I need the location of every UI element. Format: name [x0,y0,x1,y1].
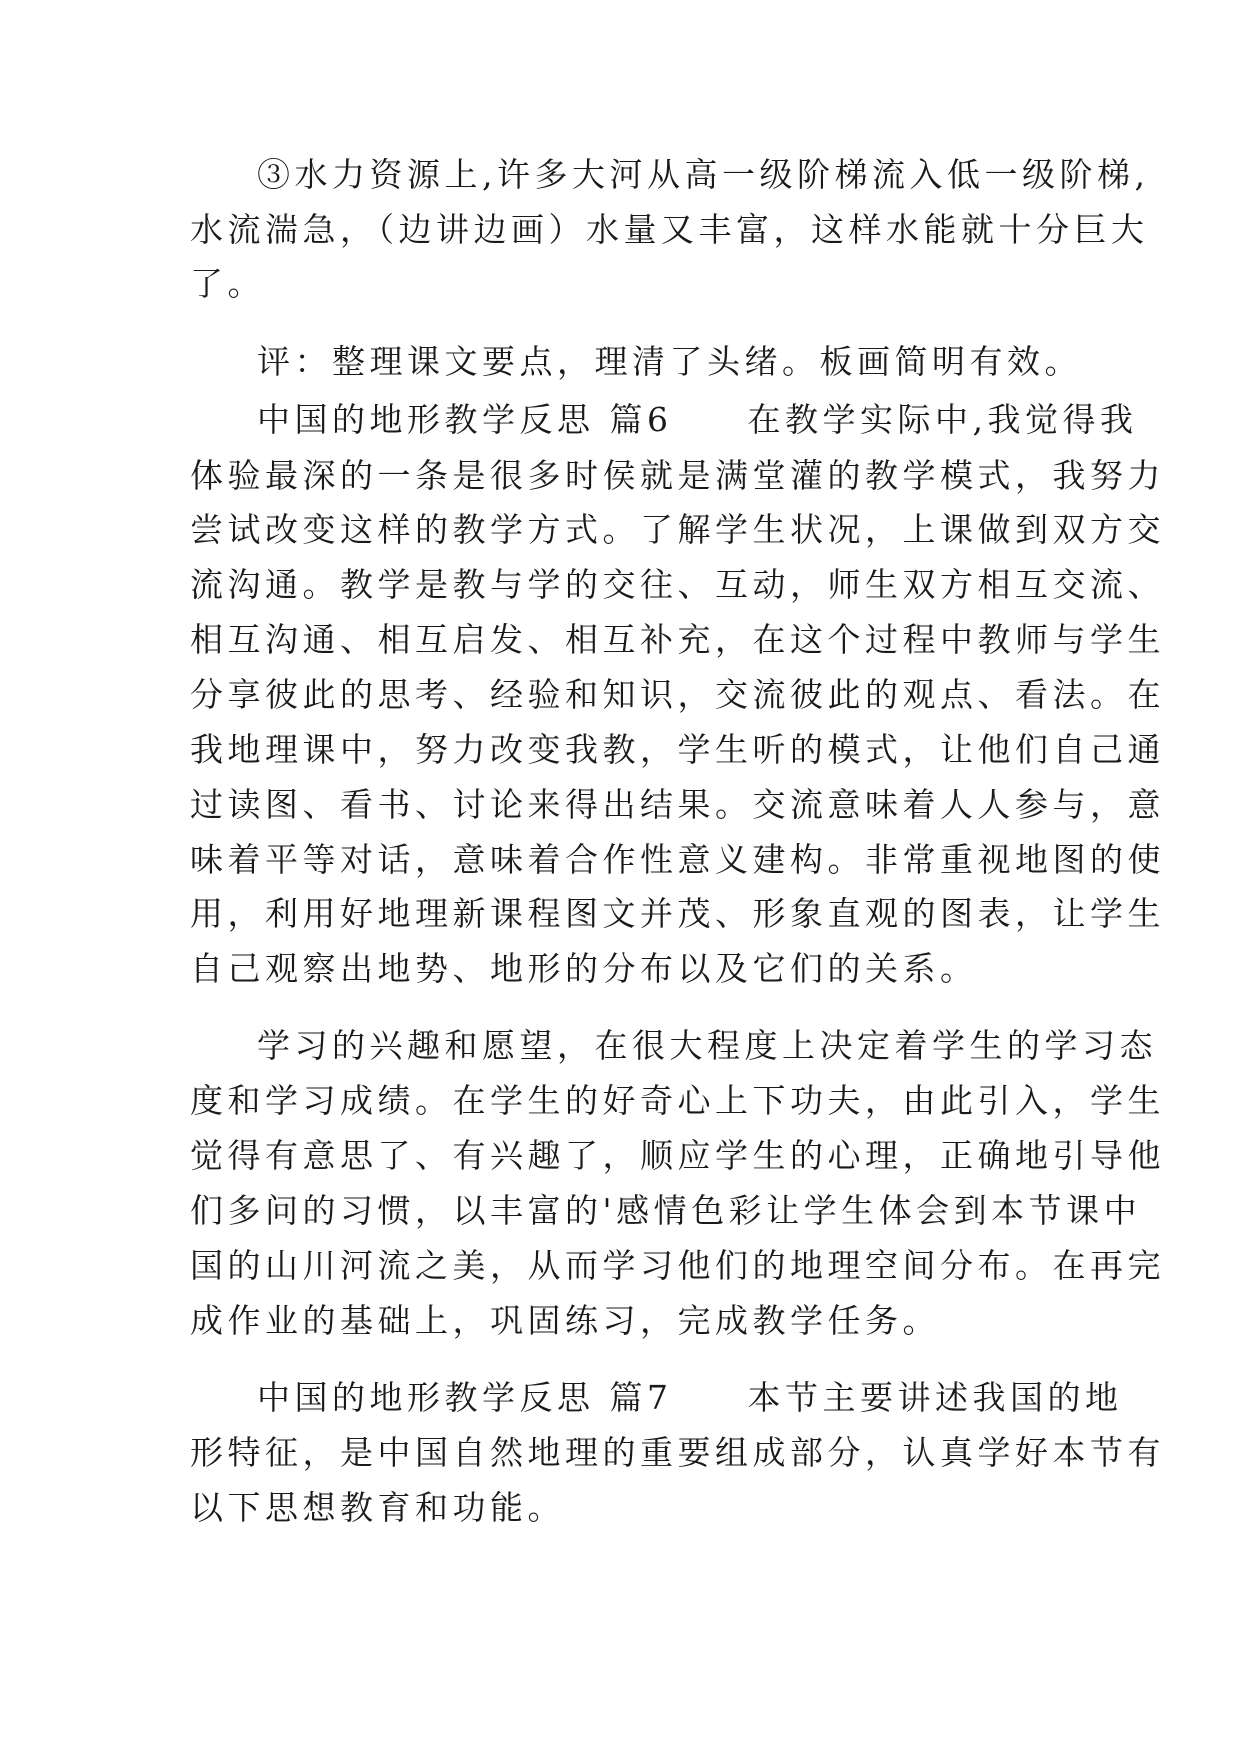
text-line: ③水力资源上,许多大河从高一级阶梯流入低一级阶梯, [257,155,1150,194]
text-line: 体验最深的一条是很多时侯就是满堂灌的教学模式，我努力 [190,456,1165,495]
text-line: 度和学习成绩。在学生的好奇心上下功夫，由此引入，学生 [190,1081,1165,1120]
text-line: 水流湍急，（边讲边画）水量又丰富，这样水能就十分巨大 [190,210,1149,249]
text-line: 了。 [190,264,265,303]
text-line: 成作业的基础上，巩固练习，完成教学任务。 [190,1301,940,1340]
text-line: 以下思想教育和功能。 [190,1488,565,1527]
text-line: 我地理课中，努力改变我教，学生听的模式，让他们自己通 [190,730,1165,769]
text-line: 形特征，是中国自然地理的重要组成部分，认真学好本节有 [190,1433,1165,1472]
text-line: 觉得有意思了、有兴趣了，顺应学生的心理，正确地引导他 [190,1136,1165,1175]
text-line: 自己观察出地势、地形的分布以及它们的关系。 [190,949,978,988]
text-line: 味着平等对话，意味着合作性意义建构。非常重视地图的使 [190,840,1165,879]
section-heading-line: 中国的地形教学反思 篇6 在教学实际中,我觉得我 [257,400,1138,439]
section-heading-line: 中国的地形教学反思 篇7 本节主要讲述我国的地 [257,1378,1123,1417]
text-line: 相互沟通、相互启发、相互补充，在这个过程中教师与学生 [190,620,1165,659]
text-line: 用，利用好地理新课程图文并茂、形象直观的图表，让学生 [190,894,1165,933]
text-line: 流沟通。教学是教与学的交往、互动，师生双方相互交流、 [190,565,1165,604]
text-line: 过读图、看书、讨论来得出结果。交流意味着人人参与，意 [190,785,1165,824]
text-line: 学习的兴趣和愿望，在很大程度上决定着学生的学习态 [257,1026,1157,1065]
text-line: 评：整理课文要点，理清了头绪。板画简明有效。 [257,342,1082,381]
text-line: 尝试改变这样的教学方式。了解学生状况，上课做到双方交 [190,510,1165,549]
text-line: 国的山川河流之美，从而学习他们的地理空间分布。在再完 [190,1246,1165,1285]
text-line: 分享彼此的思考、经验和知识，交流彼此的观点、看法。在 [190,675,1165,714]
text-line: 们多问的习惯，以丰富的'感情色彩让学生体会到本节课中 [190,1191,1142,1230]
